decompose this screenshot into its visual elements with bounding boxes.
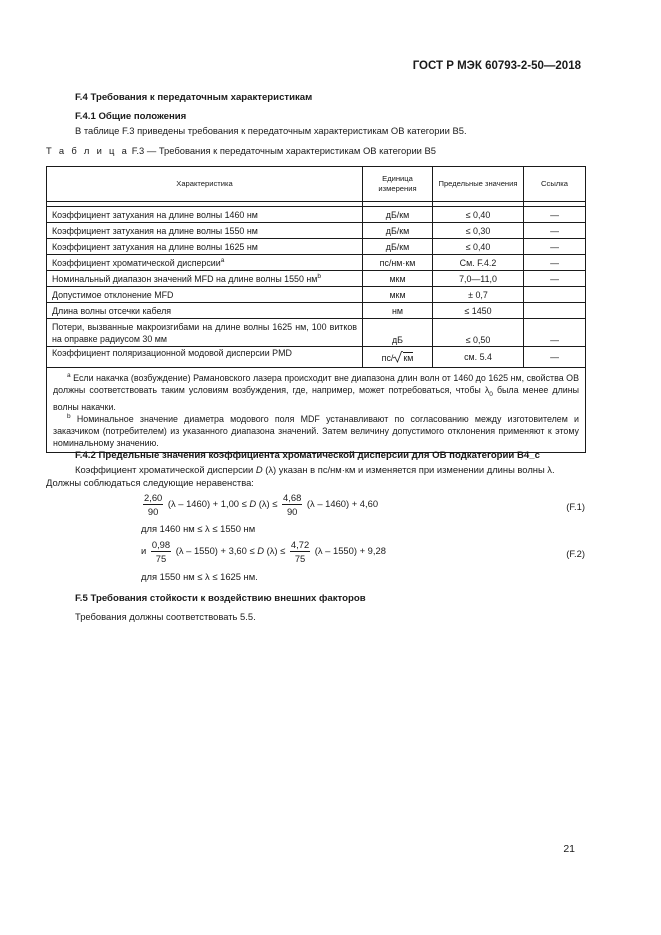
formula-f1-fraction-1: [143, 492, 163, 517]
formula-f1-fraction-2: [282, 492, 302, 517]
formula-f1-label: (F.1): [566, 501, 585, 512]
row-limit: 7,0—11,0: [433, 271, 524, 287]
row-limit: ≤ 0,30: [433, 223, 524, 239]
table-caption: [46, 145, 436, 156]
table-header-row: [47, 167, 586, 202]
fraction-denominator: 90: [286, 506, 298, 517]
row-limit: ≤ 0,40: [433, 207, 524, 223]
row-name-cell: [47, 255, 363, 271]
footnote-ref-b: b: [317, 272, 322, 280]
row-limit: ≤ 0,50: [433, 319, 524, 347]
row-unit-root: км: [403, 353, 414, 363]
table-row: [47, 271, 586, 287]
note-a-text: Если накачка (возбуждение) Рамановского лазера происходит вне диапазона длин волн от 1460 до 1625 нм, свойства ОВ должны соответствовать таким условиям возбуждения, где, например, может потребоваться, чтобы λ: [53, 373, 579, 395]
row-ref: —: [524, 319, 586, 347]
row-name: Коэффициент затухания на длине волны 1625 нм: [47, 239, 363, 255]
table-row: [47, 319, 586, 347]
fraction-denominator: 90: [147, 506, 159, 517]
table-row: [47, 303, 586, 319]
row-ref: [524, 287, 586, 303]
note-b-text: Номинальное значение диаметра модового поля MDF устанавливают по согласованию между изготовителем и заказчиком (потребителем) из указанного диапазона значений. Затем величину допустимого отклонения применяют к этому номинальному значению.: [53, 413, 579, 448]
row-limit: См. F.4.2: [433, 255, 524, 271]
section-f5-title: F.5 Требования стойкости к воздействию внешних факторов: [75, 593, 366, 604]
row-limit: ≤ 1450: [433, 303, 524, 319]
row-unit: дБ/км: [363, 239, 433, 255]
note-b-mark: b: [67, 412, 71, 420]
fraction-denominator: 75: [294, 553, 306, 564]
note-b: [53, 413, 579, 449]
formula-f1: [141, 492, 378, 517]
f42-text-1: Коэффициент хроматической дисперсии: [75, 464, 256, 475]
row-unit-cell: [363, 347, 433, 368]
table-caption-text: F.3 — Требования к передаточным характеристикам ОВ категории В5: [129, 145, 436, 156]
row-name: Потери, вызванные макроизгибами на длине волны 1625 нм, 100 витков на оправке радиусом 30 мм: [47, 319, 363, 347]
section-f42-text-2: Должны соблюдаться следующие неравенства:: [46, 477, 254, 488]
row-ref: —: [524, 239, 586, 255]
fraction-numerator: 4,68: [283, 492, 302, 503]
section-f42-text: [75, 463, 555, 476]
row-name: Номинальный диапазон значений MFD на длине волны 1550 нм: [52, 273, 318, 284]
header-limit: Предельные значения: [433, 167, 524, 202]
row-name-cell: [47, 271, 363, 287]
table-row: [47, 287, 586, 303]
header-unit: Единица измерения: [363, 167, 433, 202]
row-ref: —: [524, 255, 586, 271]
row-limit: см. 5.4: [433, 347, 524, 368]
row-name: Коэффициент поляризационной модовой дисперсии PMD: [47, 347, 363, 368]
header-characteristic: Характеристика: [47, 167, 363, 202]
formula-f1-mid2: (λ) ≤: [256, 497, 281, 509]
row-ref: —: [524, 271, 586, 287]
formula-f2-range: для 1550 нм ≤ λ ≤ 1625 нм.: [141, 571, 258, 582]
row-unit: нм: [363, 303, 433, 319]
row-limit: ± 0,7: [433, 287, 524, 303]
formula-f2-fraction-2: [290, 539, 310, 564]
formula-f2-mid: (λ – 1550) + 3,60 ≤: [175, 544, 258, 556]
sqrt-icon: [393, 351, 403, 363]
formula-f1-end: (λ – 1460) + 4,60: [306, 497, 379, 509]
note-a-mark: а: [67, 372, 71, 380]
section-f41-title: F.4.1 Общие положения: [75, 111, 187, 122]
row-unit: мкм: [363, 271, 433, 287]
row-ref: [524, 303, 586, 319]
table-row: [47, 207, 586, 223]
f42-text-2: (λ) указан в пс/нм·км и изменяется при изменении длины волны λ.: [262, 464, 555, 475]
row-unit: дБ/км: [363, 207, 433, 223]
formula-f2-mid2: (λ) ≤: [264, 544, 288, 556]
fraction-denominator: 75: [155, 553, 167, 564]
formula-f2-end: (λ – 1550) + 9,28: [314, 544, 386, 556]
note-a-sub: 0: [489, 390, 493, 398]
fraction-numerator: 0,98: [151, 539, 171, 550]
table-row: [47, 239, 586, 255]
table-caption-prefix: Т а б л и ц а: [46, 145, 130, 156]
formula-f1-range: для 1460 нм ≤ λ ≤ 1550 нм: [141, 523, 256, 534]
table-row: [47, 347, 586, 368]
footnote-ref-a: а: [220, 256, 225, 264]
document-header: ГОСТ Р МЭК 60793-2-50—2018: [412, 60, 581, 72]
row-limit: ≤ 0,40: [433, 239, 524, 255]
row-name: Длина волны отсечки кабеля: [47, 303, 363, 319]
note-a: [53, 372, 579, 413]
row-unit-prefix: пс/: [381, 353, 394, 363]
table-notes-row: [47, 368, 586, 453]
table-row: [47, 255, 586, 271]
table-row: [47, 223, 586, 239]
row-unit: дБ/км: [363, 223, 433, 239]
section-f4-title: F.4 Требования к передаточным характеристикам: [75, 92, 313, 103]
requirements-table: [46, 166, 586, 453]
section-f42-title: F.4.2 Предельные значения коэффициента хроматической дисперсии для ОВ подкатегории В4_с: [75, 450, 540, 461]
row-name: Коэффициент затухания на длине волны 1550 нм: [47, 223, 363, 239]
row-ref: —: [524, 223, 586, 239]
formula-f2-prefix: и: [141, 544, 147, 556]
fraction-numerator: 4,72: [290, 539, 310, 550]
note-a-end: была менее длины волны накачки.: [53, 385, 579, 412]
header-ref: Ссылка: [524, 167, 586, 202]
row-name: Коэффициент затухания на длине волны 1460 нм: [47, 207, 363, 223]
row-unit: дБ: [363, 319, 433, 347]
row-ref: —: [524, 347, 586, 368]
formula-f2-fraction-1: [151, 539, 171, 564]
row-name: Допустимое отклонение MFD: [47, 287, 363, 303]
table-notes: [47, 368, 586, 453]
f42-text-d: D: [255, 464, 263, 475]
formula-f2: [141, 539, 386, 564]
row-ref: —: [524, 207, 586, 223]
section-f41-text: В таблице F.3 приведены требования к передаточным характеристикам ОВ категории В5.: [75, 125, 467, 136]
row-unit: мкм: [363, 287, 433, 303]
fraction-numerator: 2,60: [144, 492, 163, 503]
formula-f2-d: D: [257, 544, 264, 556]
formula-f1-d: D: [249, 497, 257, 509]
row-unit: пс/нм·км: [363, 255, 433, 271]
section-f5-text: Требования должны соответствовать 5.5.: [75, 611, 256, 622]
formula-f2-label: (F.2): [566, 548, 585, 559]
formula-f1-mid: (λ – 1460) + 1,00 ≤: [167, 497, 250, 509]
row-name: Коэффициент хроматической дисперсии: [52, 257, 221, 268]
page-number: 21: [563, 843, 575, 855]
